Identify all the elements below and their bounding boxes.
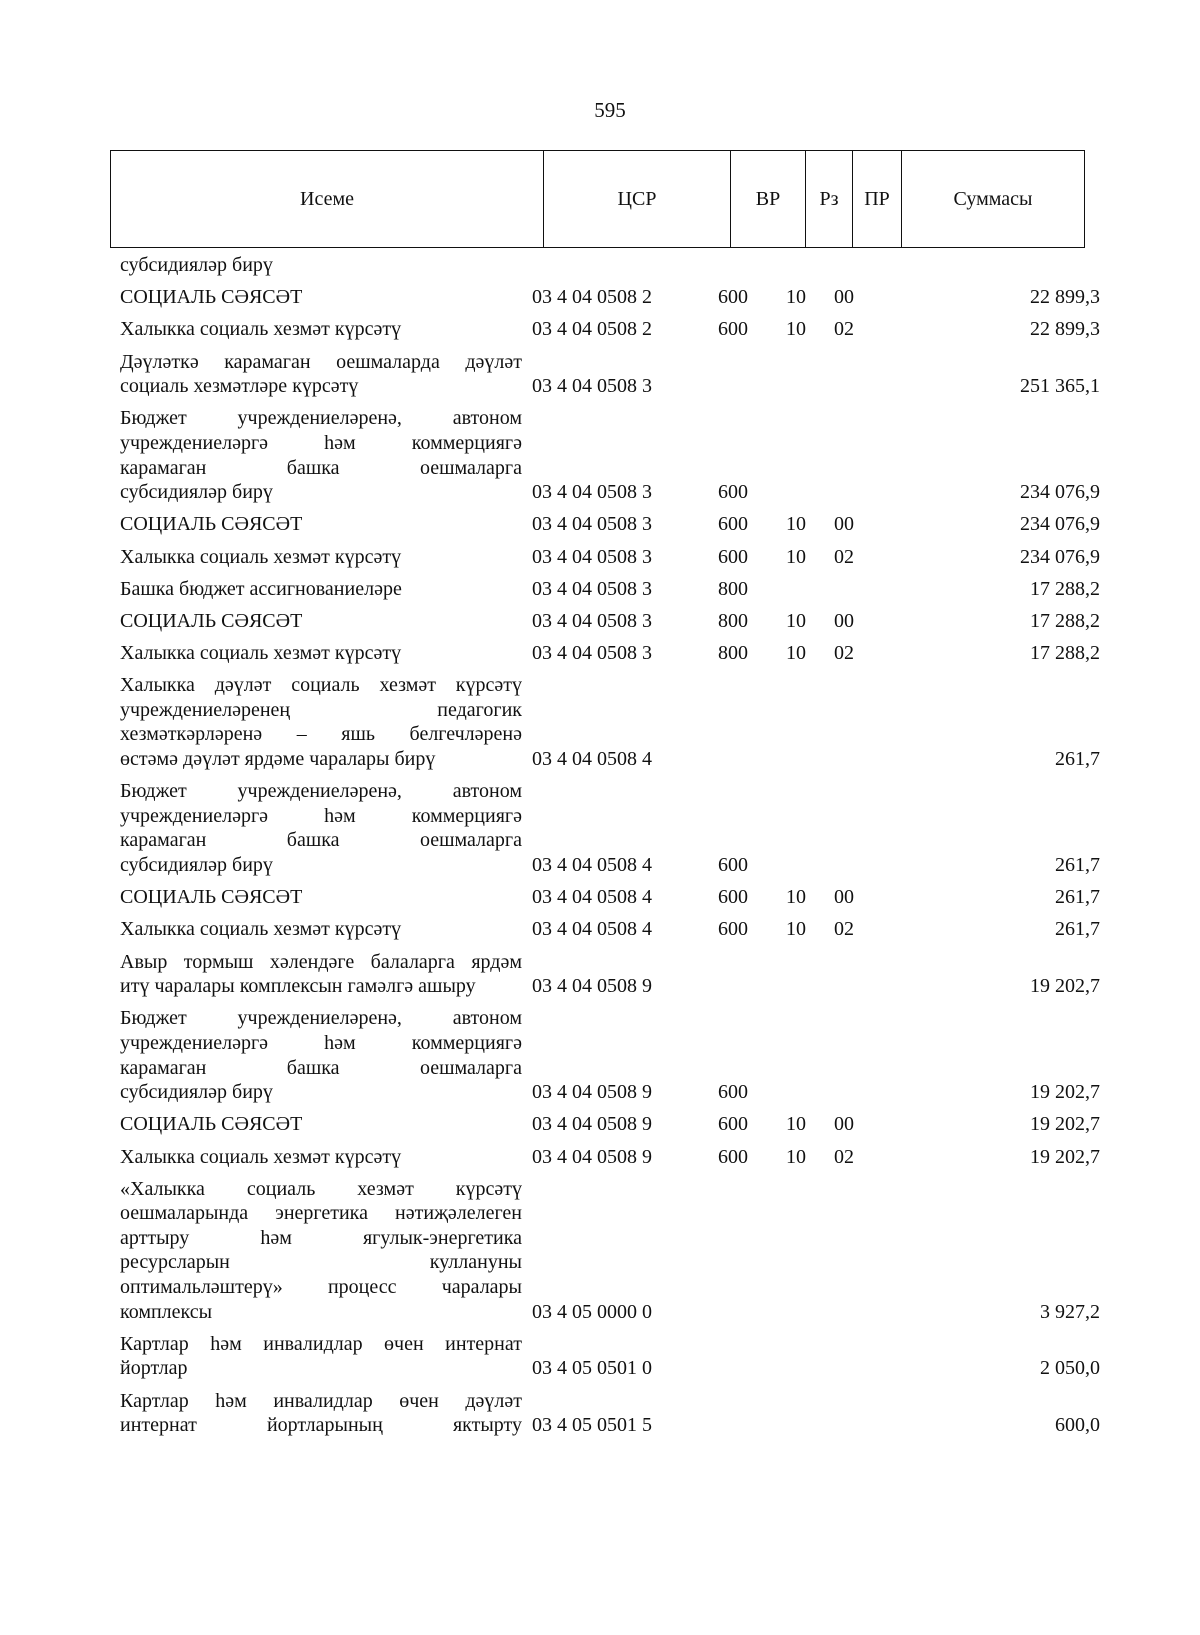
row-rz: 10 xyxy=(786,642,806,665)
row-name-line: интернат йортларының яктырту xyxy=(120,1414,522,1437)
row-name-line: субсидияләр бирү xyxy=(120,481,273,504)
table-row xyxy=(110,1177,1110,1325)
row-gap xyxy=(110,878,1110,886)
row-pr: 00 xyxy=(834,886,854,909)
row-name xyxy=(110,545,530,570)
row-name-line: өстәмә дәүләт ярдәме чаралары бирү xyxy=(120,748,436,771)
row-gap xyxy=(110,399,1110,407)
row-name-line: субсидияләр бирү xyxy=(120,1081,273,1104)
row-name xyxy=(110,512,530,537)
row-name-line: арттыру һәм ягулык-энергетика xyxy=(120,1226,522,1249)
row-gap xyxy=(110,942,1110,950)
row-name xyxy=(110,317,530,342)
row-name-line: комплексы xyxy=(120,1300,213,1323)
row-vr: 600 xyxy=(718,286,748,309)
row-name-line: Картлар һәм инвалидлар өчен интернат xyxy=(120,1332,522,1355)
row-rz: 10 xyxy=(786,1113,806,1136)
row-pr: 00 xyxy=(834,286,854,309)
row-name-line: Халыкка социаль хезмәт күрсәтү xyxy=(120,1145,402,1168)
row-sum: 2 050,0 xyxy=(1040,1357,1100,1380)
row-gap xyxy=(110,1381,1110,1389)
row-name xyxy=(110,609,530,634)
row-vr: 600 xyxy=(718,1113,748,1136)
row-pr: 00 xyxy=(834,513,854,536)
row-name-line: СОЦИАЛЬ СӘЯСӘТ xyxy=(120,286,303,309)
table-row xyxy=(110,1006,1110,1104)
row-name-line: учреждениеләргә һәм коммерциягә xyxy=(120,431,522,454)
row-gap xyxy=(110,601,1110,609)
header-pr: ПР xyxy=(853,151,902,248)
row-name-line: СОЦИАЛЬ СӘЯСӘТ xyxy=(120,609,303,632)
row-name-line: учреждениеләргә һәм коммерциягә xyxy=(120,1031,522,1054)
row-vr: 800 xyxy=(718,577,748,600)
row-csr: 03 4 04 0508 4 xyxy=(532,918,652,941)
row-name-line: Башка бюджет ассигнованиеләре xyxy=(120,577,402,600)
table-row xyxy=(110,917,1110,942)
row-sum: 19 202,7 xyxy=(1030,1113,1100,1136)
row-name xyxy=(110,577,530,602)
row-rz: 10 xyxy=(786,545,806,568)
table-row xyxy=(110,406,1110,504)
row-gap xyxy=(110,278,1110,286)
row-csr: 03 4 04 0508 3 xyxy=(532,577,652,600)
row-name xyxy=(110,950,530,999)
table-row xyxy=(110,1112,1110,1137)
row-name-line: Бюджет учреждениеләренә, автоном xyxy=(120,1007,522,1030)
row-name xyxy=(110,285,530,310)
row-name-line: Халыкка социаль хезмәт күрсәтү xyxy=(120,642,402,665)
row-sum: 22 899,3 xyxy=(1030,286,1100,309)
row-name xyxy=(110,917,530,942)
table-row xyxy=(110,350,1110,399)
row-sum: 22 899,3 xyxy=(1030,318,1100,341)
row-sum: 261,7 xyxy=(1055,748,1100,771)
header-rz: Рз xyxy=(806,151,853,248)
table-row xyxy=(110,673,1110,771)
row-vr: 600 xyxy=(718,481,748,504)
row-sum: 19 202,7 xyxy=(1030,1145,1100,1168)
row-gap xyxy=(110,569,1110,577)
row-csr: 03 4 04 0508 3 xyxy=(532,513,652,536)
row-gap xyxy=(110,1105,1110,1113)
row-name-line: учреждениеләренең педагогик xyxy=(120,698,522,721)
row-name xyxy=(110,1112,530,1137)
row-name-line: йортлар xyxy=(120,1357,188,1380)
row-csr: 03 4 04 0508 4 xyxy=(532,886,652,909)
row-name xyxy=(110,779,530,877)
row-name xyxy=(110,1332,530,1381)
row-pr: 00 xyxy=(834,1113,854,1136)
row-gap xyxy=(110,1137,1110,1145)
row-sum: 17 288,2 xyxy=(1030,577,1100,600)
row-name-line: Бюджет учреждениеләренә, автоном xyxy=(120,407,522,430)
row-sum: 234 076,9 xyxy=(1020,513,1100,536)
row-rz: 10 xyxy=(786,513,806,536)
row-vr: 600 xyxy=(718,1081,748,1104)
row-name-line: ресурсларын куллануны xyxy=(120,1251,522,1274)
header-sum: Суммасы xyxy=(902,151,1085,248)
row-gap xyxy=(110,910,1110,918)
row-name-line: социаль хезмәтләре күрсәтү xyxy=(120,375,359,398)
row-csr: 03 4 04 0508 9 xyxy=(532,975,652,998)
row-vr: 800 xyxy=(718,609,748,632)
header-csr: ЦСР xyxy=(544,151,731,248)
row-name-line: Авыр тормыш хәлендәге балаларга ярдәм xyxy=(120,950,522,973)
row-rz: 10 xyxy=(786,318,806,341)
row-name-line: «Халыкка социаль хезмәт күрсәтү xyxy=(120,1177,522,1200)
row-rz: 10 xyxy=(786,886,806,909)
row-csr: 03 4 04 0508 3 xyxy=(532,545,652,568)
row-sum: 3 927,2 xyxy=(1040,1300,1100,1323)
row-name-line: Бюджет учреждениеләренә, автоном xyxy=(120,780,522,803)
row-name-line: СОЦИАЛЬ СӘЯСӘТ xyxy=(120,1113,303,1136)
row-vr: 600 xyxy=(718,1145,748,1168)
row-sum: 17 288,2 xyxy=(1030,642,1100,665)
table-row xyxy=(110,641,1110,666)
table-row xyxy=(110,885,1110,910)
table-row xyxy=(110,779,1110,877)
row-name xyxy=(110,1389,530,1438)
row-csr: 03 4 04 0508 2 xyxy=(532,318,652,341)
header-vr: ВР xyxy=(731,151,806,248)
row-pr: 02 xyxy=(834,642,854,665)
row-vr: 600 xyxy=(718,545,748,568)
row-name-line: итү чаралары комплексын гамәлгә ашыру xyxy=(120,975,476,998)
table-row xyxy=(110,253,1110,278)
row-name-line: Картлар һәм инвалидлар өчен дәүләт xyxy=(120,1389,522,1412)
row-csr: 03 4 04 0508 3 xyxy=(532,481,652,504)
row-vr: 600 xyxy=(718,854,748,876)
row-csr: 03 4 04 0508 3 xyxy=(532,642,652,665)
row-vr: 600 xyxy=(718,513,748,536)
row-name-line: оешмаларында энергетика нәтиҗәлелеген xyxy=(120,1202,522,1225)
row-gap xyxy=(110,537,1110,545)
table-row xyxy=(110,1389,1110,1438)
row-sum: 261,7 xyxy=(1055,854,1100,876)
row-name xyxy=(110,406,530,504)
row-vr: 800 xyxy=(718,642,748,665)
row-csr: 03 4 04 0508 9 xyxy=(532,1113,652,1136)
row-csr: 03 4 05 0000 0 xyxy=(532,1300,652,1323)
row-gap xyxy=(110,999,1110,1007)
row-name-line: хезмәткәрләренә – яшь белгечләренә xyxy=(120,723,522,746)
row-name-line: карамаган башка оешмаларга xyxy=(120,829,522,852)
row-name xyxy=(110,1145,530,1170)
row-name xyxy=(110,885,530,910)
row-csr: 03 4 04 0508 3 xyxy=(532,609,652,632)
table-row xyxy=(110,545,1110,570)
row-csr: 03 4 05 0501 0 xyxy=(532,1357,652,1380)
table-row xyxy=(110,1332,1110,1381)
row-csr: 03 4 04 0508 9 xyxy=(532,1081,652,1104)
row-sum: 234 076,9 xyxy=(1020,481,1100,504)
row-csr: 03 4 04 0508 3 xyxy=(532,375,652,398)
row-vr: 600 xyxy=(718,886,748,909)
row-name-line: Халыкка дәүләт социаль хезмәт күрсәтү xyxy=(120,674,522,697)
row-name-line: карамаган башка оешмаларга xyxy=(120,1056,522,1079)
table-row xyxy=(110,285,1110,310)
row-gap xyxy=(110,310,1110,318)
row-name-line: Халыкка социаль хезмәт күрсәтү xyxy=(120,318,402,341)
row-pr: 00 xyxy=(834,609,854,632)
row-sum: 19 202,7 xyxy=(1030,975,1100,998)
row-name xyxy=(110,1006,530,1104)
row-sum: 261,7 xyxy=(1055,918,1100,941)
row-sum: 234 076,9 xyxy=(1020,545,1100,568)
row-sum: 600,0 xyxy=(1055,1414,1100,1437)
row-name xyxy=(110,253,530,278)
row-pr: 02 xyxy=(834,545,854,568)
row-sum: 261,7 xyxy=(1055,886,1100,909)
row-name-line: субсидияләр бирү xyxy=(120,854,273,876)
row-pr: 02 xyxy=(834,1145,854,1168)
row-rz: 10 xyxy=(786,918,806,941)
row-name-line: СОЦИАЛЬ СӘЯСӘТ xyxy=(120,886,303,909)
row-csr: 03 4 04 0508 9 xyxy=(532,1145,652,1168)
row-name-line: СОЦИАЛЬ СӘЯСӘТ xyxy=(120,513,303,536)
row-gap xyxy=(110,1169,1110,1177)
row-name-line: Халыкка социаль хезмәт күрсәтү xyxy=(120,918,402,941)
row-gap xyxy=(110,666,1110,674)
row-sum: 17 288,2 xyxy=(1030,609,1100,632)
row-gap xyxy=(110,342,1110,350)
row-name-line: оптимальләштерү» процесс чаралары xyxy=(120,1276,522,1299)
row-rz: 10 xyxy=(786,609,806,632)
table-header xyxy=(110,150,1085,248)
row-gap xyxy=(110,1324,1110,1332)
row-csr: 03 4 05 0501 5 xyxy=(532,1414,652,1437)
row-name-line: Халыкка социаль хезмәт күрсәтү xyxy=(120,545,402,568)
row-name-line: карамаган башка оешмаларга xyxy=(120,456,522,479)
row-vr: 600 xyxy=(718,318,748,341)
table-row xyxy=(110,577,1110,602)
row-name-line: Дәүләткә карамаган оешмаларда дәүләт xyxy=(120,350,522,373)
row-csr: 03 4 04 0508 4 xyxy=(532,748,652,771)
row-name xyxy=(110,1177,530,1325)
row-gap xyxy=(110,772,1110,780)
row-name xyxy=(110,350,530,399)
row-gap xyxy=(110,633,1110,641)
table-body xyxy=(110,253,1110,1438)
row-gap xyxy=(110,505,1110,513)
table-row xyxy=(110,317,1110,342)
table-row xyxy=(110,609,1110,634)
row-pr: 02 xyxy=(834,318,854,341)
table-row xyxy=(110,1145,1110,1170)
row-rz: 10 xyxy=(786,286,806,309)
row-name xyxy=(110,641,530,666)
row-rz: 10 xyxy=(786,1145,806,1168)
row-vr: 600 xyxy=(718,918,748,941)
page-number: 595 xyxy=(594,98,626,122)
row-sum: 19 202,7 xyxy=(1030,1081,1100,1104)
row-pr: 02 xyxy=(834,918,854,941)
row-name xyxy=(110,673,530,771)
row-name-line: субсидияләр бирү xyxy=(120,254,273,276)
table-row xyxy=(110,950,1110,999)
header-name: Исеме xyxy=(111,151,544,248)
row-name-line: учреждениеләргә һәм коммерциягә xyxy=(120,804,522,827)
row-csr: 03 4 04 0508 4 xyxy=(532,854,652,876)
row-csr: 03 4 04 0508 2 xyxy=(532,286,652,309)
table-row xyxy=(110,512,1110,537)
row-sum: 251 365,1 xyxy=(1020,375,1100,398)
